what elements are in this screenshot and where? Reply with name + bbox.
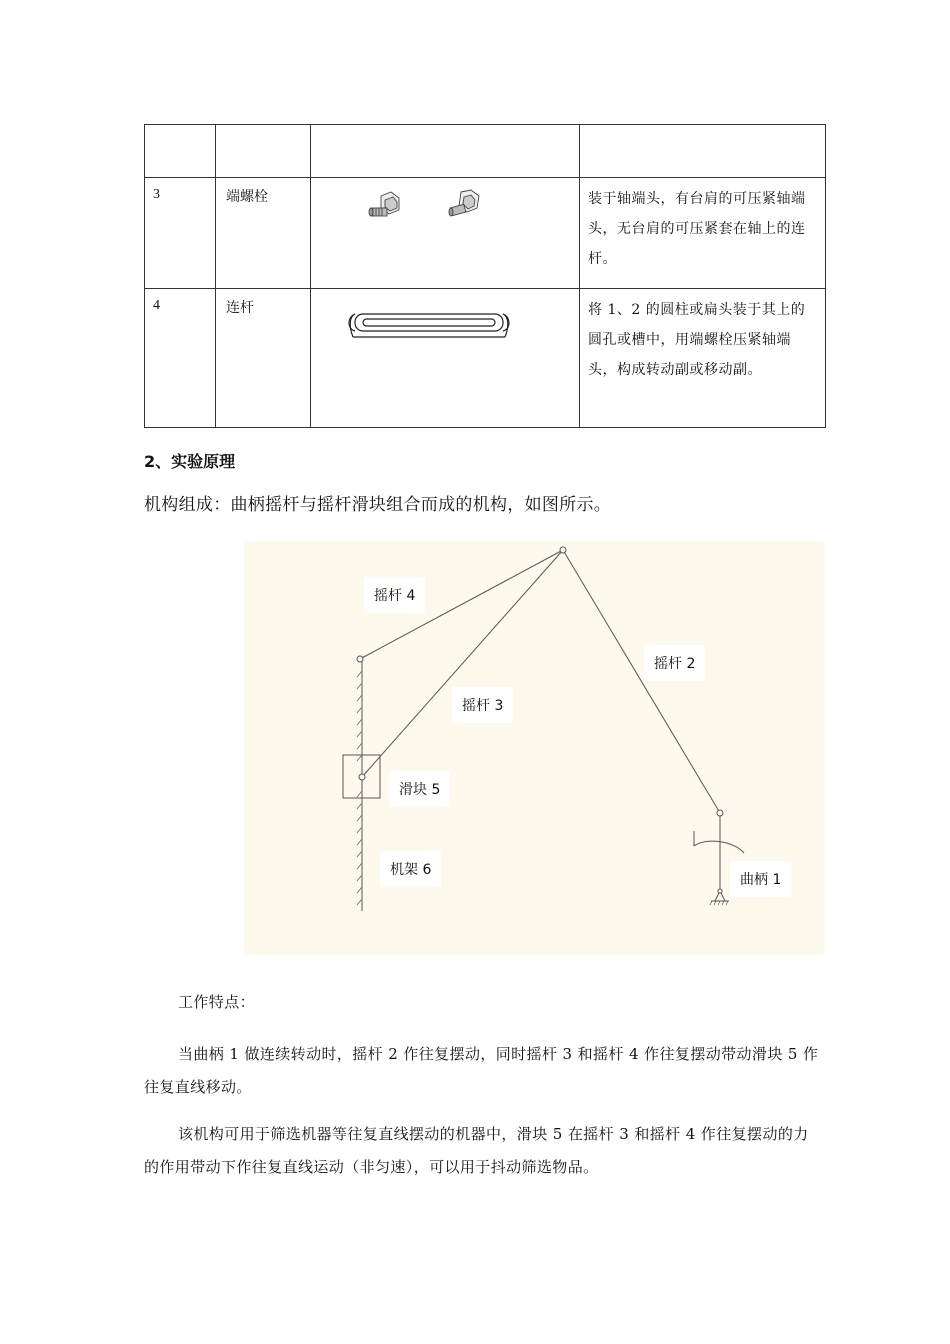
paragraph-2: 该机构可用于筛选机器等往复直线摆动的机器中，滑块 5 在摇杆 3 和摇杆 4 作往复摆动的力的作用带动下作往复直线运动（非匀速），可以用于抖动筛选物品。 <box>144 1125 809 1176</box>
parts-table <box>144 124 826 428</box>
table-cell-desc: 装于轴端头，有台肩的可压紧轴端头，无台肩的可压紧套在轴上的连杆。 <box>580 178 826 289</box>
table-row <box>145 178 826 289</box>
joint-crank <box>717 810 723 816</box>
label-crank-1: 曲柄 1 <box>730 861 791 897</box>
table-cell-desc <box>580 125 826 178</box>
label-slider-5: 滑块 5 <box>389 771 450 807</box>
joint-top <box>560 547 566 553</box>
frame-hatching <box>357 671 362 905</box>
rocker-2-link <box>563 550 720 813</box>
table-cell-name: 连杆 <box>216 289 311 428</box>
table-cell-num: 4 <box>145 289 216 428</box>
section-heading: 2、实验原理 <box>144 452 236 471</box>
joint-slider <box>359 774 365 780</box>
mechanism-diagram <box>244 541 825 955</box>
table-cell-image <box>311 289 580 428</box>
table-cell-name: 端螺栓 <box>216 178 311 289</box>
bolt-icon <box>311 178 580 279</box>
table-cell-image <box>311 125 580 178</box>
label-frame-6: 机架 6 <box>380 851 441 887</box>
table-cell-image <box>311 178 580 289</box>
label-rocker-2: 摇杆 2 <box>644 645 705 681</box>
rotation-arrow <box>694 841 744 853</box>
paragraph-1: 当曲柄 1 做连续转动时，摇杆 2 作往复摆动，同时摇杆 3 和摇杆 4 作往复摆动带动滑块 5 作往复直线移动。 <box>144 1045 819 1096</box>
intro-text: 机构组成：曲柄摇杆与摇杆滑块组合而成的机构，如图所示。 <box>144 495 612 515</box>
features-title: 工作特点： <box>178 993 256 1011</box>
table-cell-desc: 将 1、2 的圆柱或扁头装于其上的圆孔或槽中，用端螺栓压紧轴端头，构成转动副或移动副。 <box>580 289 826 428</box>
label-rocker-3: 摇杆 3 <box>452 687 513 723</box>
joint-rocker4-frame <box>357 656 363 662</box>
label-rocker-4: 摇杆 4 <box>364 577 425 613</box>
slotted-link-icon <box>311 289 580 418</box>
table-cell-name <box>216 125 311 178</box>
table-row <box>145 289 826 428</box>
table-cell-num: 3 <box>145 178 216 289</box>
joint-ground <box>718 889 722 893</box>
table-cell-num <box>145 125 216 178</box>
table-row <box>145 125 826 178</box>
